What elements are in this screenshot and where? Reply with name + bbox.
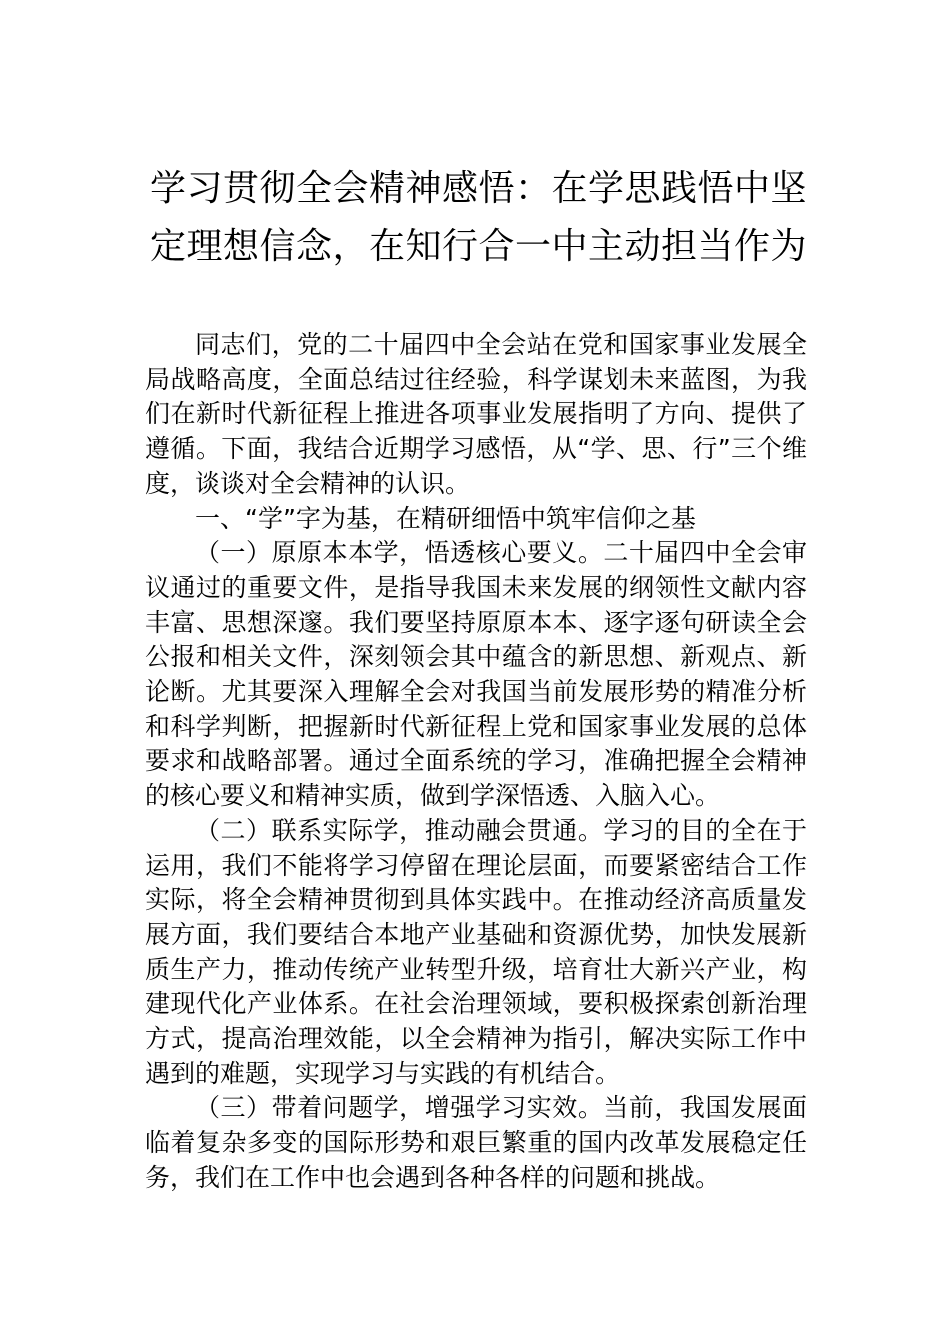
subsection-paragraph-2: （二）联系实际学，推动融会贯通。学习的目的全在于运用，我们不能将学习停留在理论层面，而要紧密结合工作实际，将全会精神贯彻到具体实践中。在推动经济高质量发展方面，我们要结合本地产业基础和资源优势，加快发展新质生产力，推动传统产业转型升级，培育壮大新兴产业，构建现代化产业体系。在社会治理领域，要积极探索创新治理方式，提高治理效能，以全会精神为指引，解决实际工作中遇到的难题，实现学习与实践的有机结合。 (145, 815, 807, 1088)
section-heading-1: 一、“学”字为基，在精研细悟中筑牢信仰之基 (195, 503, 696, 533)
subsection-paragraph-3: （三）带着问题学，增强学习实效。当前，我国发展面临着复杂多变的国际形势和艰巨繁重的国内改革发展稳定任务，我们在工作中也会遇到各种各样的问题和挑战。 (145, 1093, 807, 1192)
title-line-2: 定理想信念，在知行合一中主动担当作为 (150, 226, 808, 267)
document-title (150, 160, 808, 276)
intro-paragraph: 同志们，党的二十届四中全会站在党和国家事业发展全局战略高度，全面总结过往经验，科学谋划未来蓝图，为我们在新时代新征程上推进各项事业发展指明了方向、提供了遵循。下面，我结合近期学习感悟，从“学、思、行”三个维度，谈谈对全会精神的认识。 (145, 330, 807, 498)
title-line-1: 学习贯彻全会精神感悟：在学思践悟中坚 (150, 168, 808, 209)
document-body (145, 328, 807, 1196)
subsection-paragraph-1: （一）原原本本学，悟透核心要义。二十届四中全会审议通过的重要文件，是指导我国未来发展的纲领性文献内容丰富、思想深邃。我们要坚持原原本本、逐字逐句研读全会公报和相关文件，深刻领会其中蕴含的新思想、新观点、新论断。尤其要深入理解全会对我国当前发展形势的精准分析和科学判断，把握新时代新征程上党和国家事业发展的总体要求和战略部署。通过全面系统的学习，准确把握全会精神的核心要义和精神实质，做到学深悟透、入脑入心。 (145, 538, 807, 811)
